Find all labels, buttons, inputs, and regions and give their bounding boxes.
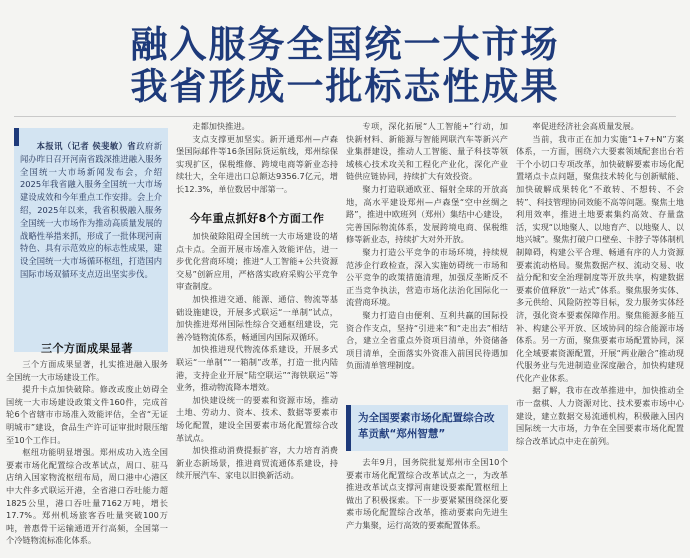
paragraph: 聚力打造公平竞争的市场环境，持续规范涉企行政检查，深入实施妨碍统一市场和公平竞争的政策措施清理，加强反垄断反不正当竞争执法，营造市场化法治化国际化一流营商环境。 (346, 246, 508, 308)
column-3-top (346, 120, 508, 400)
paragraph: 专项，深化拓展“人工智能+”行动，加快新材料、新能源与智能网联汽车等新兴产业集群建设，推动人工智能、量子科技等领域核心技术攻关和工程化产业化，深化产业链供应链协同，持续扩大有效投资。 (346, 121, 508, 182)
column-1-body (6, 358, 168, 558)
headline-line-2: 我省形成一批标志性成果 (130, 65, 560, 108)
headline-line-1: 融入服务全国统一大市场 (130, 23, 560, 66)
paragraph: 支点支撑更加坚实。新开通郑州—卢森堡国际邮件等16条国际货运航线，郑州综保实现扩区，保税维修、跨境电商等新业态持续壮大，全年进出口总额达9356.7亿元，增长12.3%，单位数居中部第一。 (176, 133, 338, 194)
summary-box (14, 128, 168, 352)
paragraph: 加快推进现代物流体系建设，开展多式联运“一单制”“一箱制”改革，打造一批内陆港，支持企业开展“陆空联运”“海铁联运”等业务，推动物流降本增效。 (176, 344, 338, 393)
paragraph: 提升卡点加快破除。修改或废止妨碍全国统一大市场建设政策文件160件，完成首轮6个省辖市市场准入效能评估，全省“无证明城市”建设，食品生产许可证审批时限压缩至10个工作日。 (6, 384, 168, 445)
paragraph: 三个方面成果显著，扎实推进融入服务全国统一大市场建设工作。 (6, 359, 168, 382)
section-title-box-zhengzhou (346, 405, 508, 451)
headline-divider (14, 116, 676, 117)
paragraph: 率促进经济社会高质量发展。 (532, 121, 639, 131)
summary-accent-bar (14, 128, 19, 146)
paragraph: 据了解，我市在改革推进中，加快推动全市一盘棋、人力资源对比、技术要素市场中心建设，建立数据交易流通机构，积极融入国内国际统一大市场，力争在全国要素市场化配置综合改革试点中走在前列。 (516, 385, 684, 446)
column-3-body (346, 456, 508, 558)
paragraph: 枢纽功能明显增强。郑州成功入选全国要素市场化配置综合改革试点，周口、驻马店纳入国家物流枢纽布局，周口港中心港区中大件多式联运开港，全省港口吞吐能力超1825公里，港口吞吐量7162万吨，增长17.7%。郑州机场旅客吞吐量突破100万吨，普惠骨干运输通道开行高频，全国第一个冷链物流标准化体系。 (6, 447, 168, 546)
column-4-body (516, 120, 684, 558)
summary-text: 政府新闻办昨日召开河南省践深推进融入服务全国统一大市场新闻发布会，介绍2025年我省融入服务全国统一大市场建设成效和今年重点工作安排。会上介绍，2025年以来，我省积极融入服务全国统一大市场作为推动高质量发展的战略性举措来抓，形成了一批体现河南特色、具有示范效应的标志性成果，建设全国统一大市场循环枢纽，打造国内国际市场双循环支点迈出坚实步伐。 (20, 141, 162, 279)
column-2-body (176, 230, 338, 558)
summary-lead: 本报讯（记者 侯斐敏）省 (36, 141, 137, 151)
section-title-achievements: 三个方面成果显著 (41, 342, 133, 355)
paragraph: 加快破除阻碍全国统一大市场建设的堵点卡点。全面开展市场准入效能评估，进一步优化营商环境；推进“人工智能+公共资源交易”创新应用，严格落实政府采购公平竞争审查制度。 (176, 231, 338, 292)
paragraph: 聚力打造联通欧亚、辐射全球的开放高地，高水平建设郑州—卢森堡“空中丝绸之路”，推进中欧班列（郑州）集结中心建设，完善国际物流体系，发展跨境电商、保税维修等新业态，持续扩大对外开放。 (346, 183, 508, 245)
paragraph: 走都加快推进。 (192, 121, 250, 131)
section-title-zhengzhou: 为全国要素市场化配置综合改革贡献“郑州智慧” (358, 412, 495, 440)
section-title-key-work: 今年重点抓好8个方面工作 (189, 212, 325, 225)
paragraph: 聚力打造自由便利、互利共赢的国际投资合作支点，坚持“引进来”和“走出去”相结合，建立全省重点外资项目清单，外资储备项目清单，全面落实外资准入前国民待遇加负面清单管理制度。 (346, 309, 508, 371)
paragraph: 加快推进交通、能源、通信、物流等基础设施建设，开展多式联运“一单制”试点，加快推进郑州国际性综合交通枢纽建设，完善冷链物流体系，畅通国内国际双循环。 (176, 293, 338, 342)
section-accent-bar (346, 405, 351, 451)
paragraph: 去年9月，国务院批复郑州市全国10个要素市场化配置综合改革试点之一，为改革推进改革试点支撑河南建设要素配置枢纽上做出了积极探索。下一步要紧紧围绕深化要素市场化配置综合改革，推动要素向先进生产力集聚，运行高效的要素配置体系。 (346, 457, 508, 530)
paragraph: 加快建设统一的要素和资源市场，推动土地、劳动力、资本、技术、数据等要素市场化配置，建设全国要素市场化配置综合改革试点。 (176, 394, 338, 443)
column-2-top (176, 120, 338, 206)
paragraph: 加快推动消费提振扩容，大力培育消费新业态新场景，推进商贸流通体系建设，持续开展汽车、家电以旧换新活动。 (176, 445, 338, 481)
paragraph: 当前，我市正在加力实施“1+7+N”方案体系，一方面，围绕六大要素领域配套出台若干个小切口专项改革，加快破解要素市场化配置堵点卡点问题，聚焦技术转化与创新赋能、加快破解成果转化“不敢转、不想转、不会转”、科技管理协同效能不高等问题。聚焦土地利用效率，推进土地要素集约高效、存量盘活，实现“以地聚人、以地育产、以地聚人、以地兴城”。聚焦打破户口壁垒、卡脖子等体制机制障碍，构建公平合理、畅通有序的人力资源要素流动格局。聚焦数据产权、流动交易、收益分配和安全治理制度等开放共享，构建数据要素价值释放“一站式”体系。聚焦服务实体、多元供给、风险防控等目标，发力服务实体经济，强化资本要素保障作用。聚焦能源多能互补、构建公平开放、区域协同的综合能源市场体系。另一方面，聚焦要素市场配置协同，深化全域要素资源配置，开展“两业融合”推动现代服务业与先进制造业深度融合，加快构建现代化产业体系。 (516, 133, 684, 383)
